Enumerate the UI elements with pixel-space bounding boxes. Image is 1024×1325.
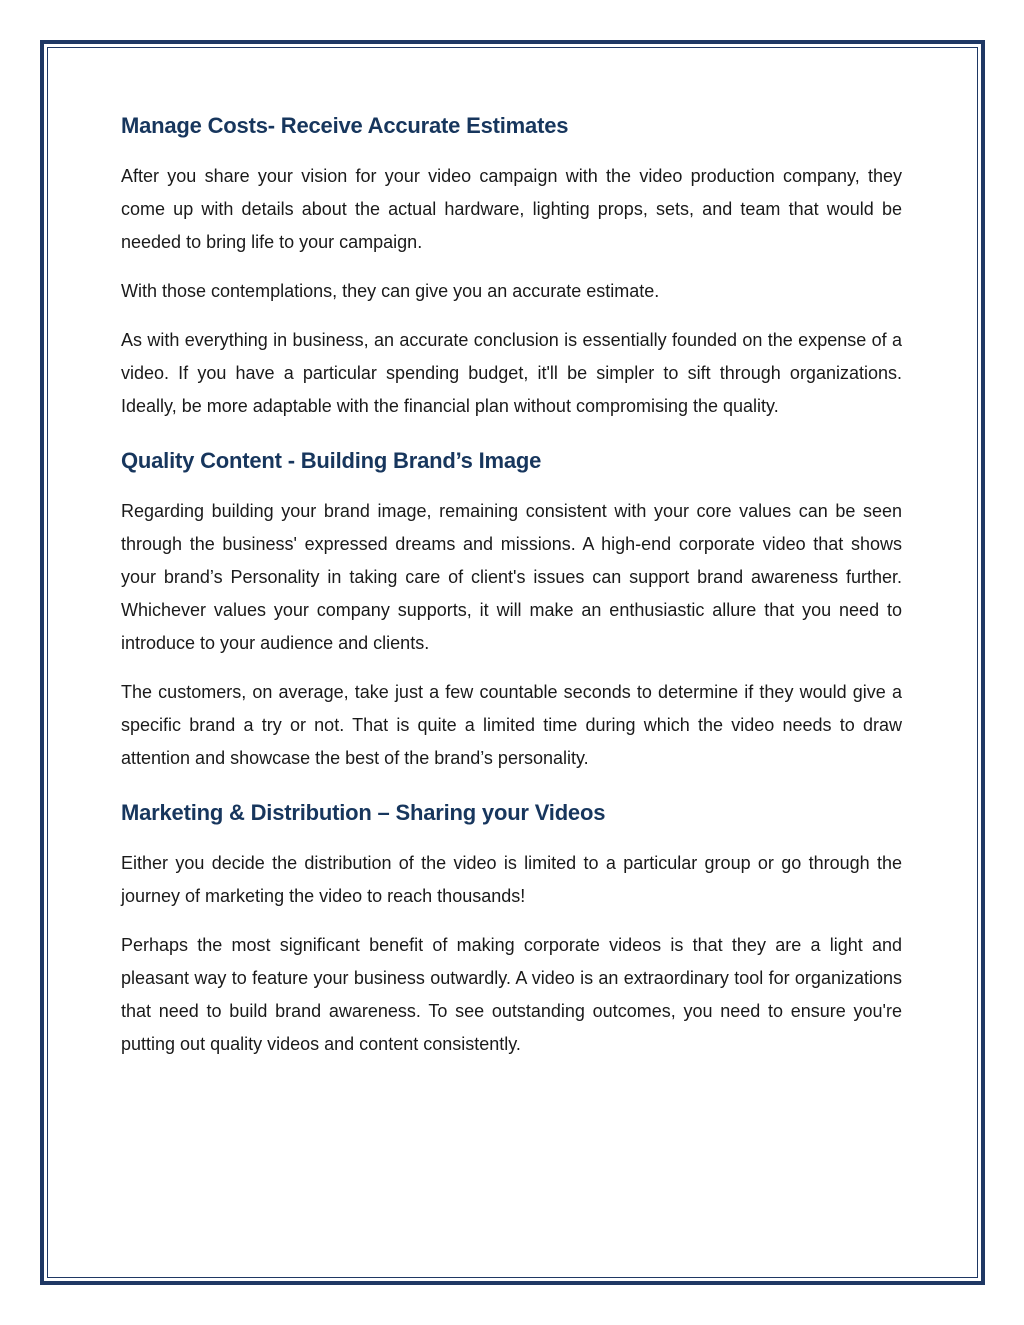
section-manage-costs [121, 108, 902, 423]
paragraph: With those contemplations, they can give you an accurate estimate. [121, 281, 660, 301]
section-marketing-distribution [121, 795, 902, 1061]
paragraph: The customers, on average, take just a few countable seconds to determine if they would give a specific brand a try or not. That is quite a limited time during which the video needs to draw attention and showcase the best of the brand’s personality. [121, 682, 902, 768]
paragraph: Regarding building your brand image, remaining consistent with your core values can be seen through the business' expressed dreams and missions. A high-end corporate video that shows your brand’s Personality in taking care of client's issues can support brand awareness further. Whichever values your company supports, it will make an enthusiastic allure that you need to introduce to your audience and clients. [121, 501, 902, 653]
section-quality-content [121, 443, 902, 775]
document-body [121, 108, 902, 1077]
section-heading: Manage Costs- Receive Accurate Estimates [121, 113, 569, 138]
paragraph: Perhaps the most significant benefit of making corporate videos is that they are a light and pleasant way to feature your business outwardly. A video is an extraordinary tool for organizations that need to build brand awareness. To see outstanding outcomes, you need to ensure you're putting out quality videos and content consistently. [121, 935, 902, 1054]
section-heading: Quality Content - Building Brand’s Image [121, 448, 542, 473]
paragraph: As with everything in business, an accurate conclusion is essentially founded on the expense of a video. If you have a particular spending budget, it'll be simpler to sift through organizations. Ideally, be more adaptable with the financial plan without compromising the quality. [121, 330, 902, 416]
section-heading: Marketing & Distribution – Sharing your Videos [121, 800, 606, 825]
paragraph: Either you decide the distribution of the video is limited to a particular group or go through the journey of marketing the video to reach thousands! [121, 853, 902, 906]
paragraph: After you share your vision for your video campaign with the video production company, they come up with details about the actual hardware, lighting props, sets, and team that would be needed to bring life to your campaign. [121, 166, 902, 252]
